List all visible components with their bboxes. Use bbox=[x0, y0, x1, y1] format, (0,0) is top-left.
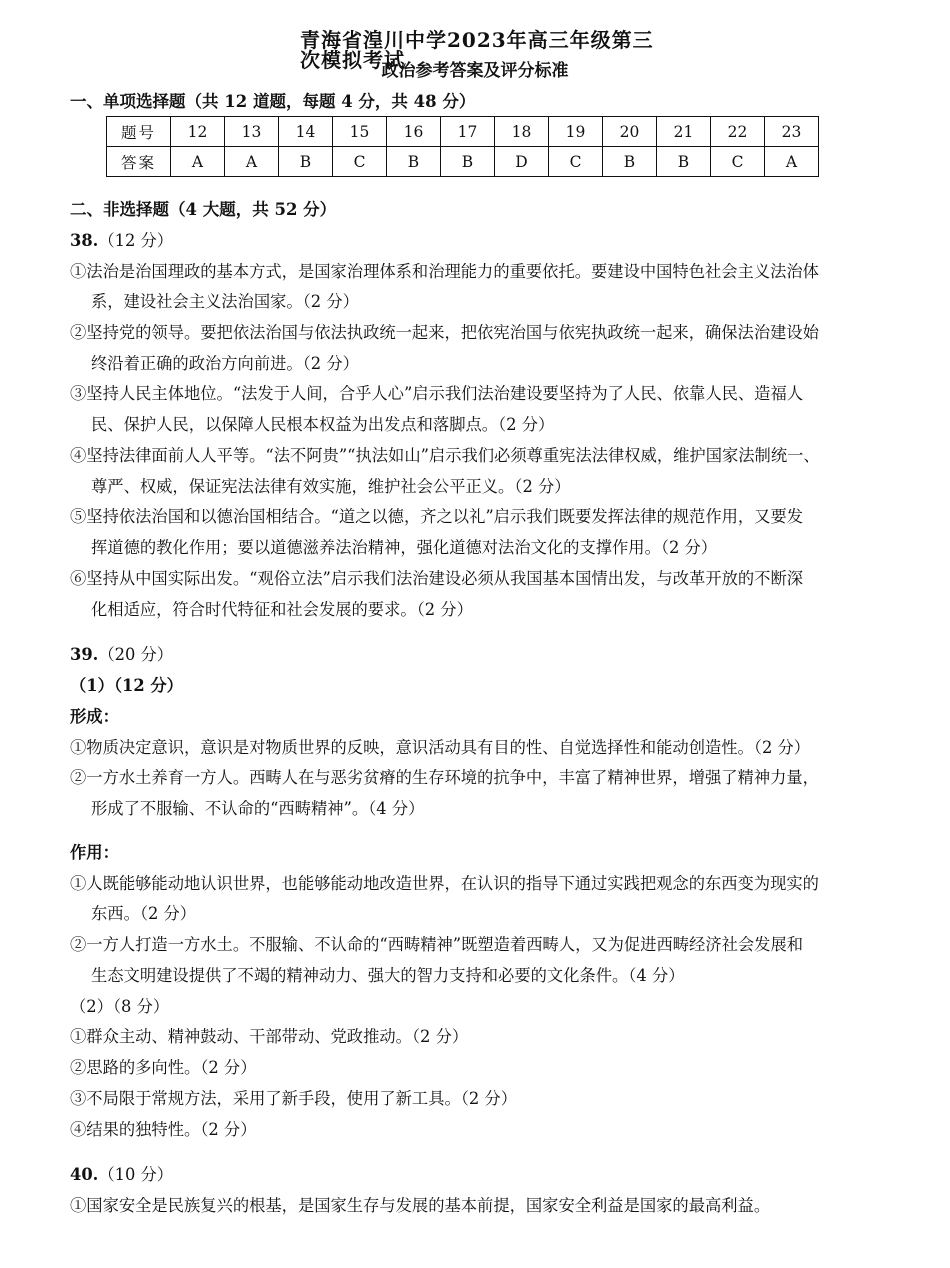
answer-cell: C bbox=[333, 147, 387, 177]
q39-formation-point-1: ①物质决定意识，意识是对物质世界的反映，意识活动具有目的性、自觉选择性和能动创造性。（2 分） bbox=[70, 738, 811, 757]
answer-cell: B bbox=[279, 147, 333, 177]
question-number: 22 bbox=[711, 117, 765, 147]
q38-point-4-line-2: 尊严、权威，保证宪法法律有效实施，维护社会公平正义。（2 分） bbox=[91, 477, 571, 496]
section1-heading: 一、单项选择题（共 12 道题，每题 4 分，共 48 分） bbox=[70, 92, 476, 111]
answer-cell: A bbox=[225, 147, 279, 177]
q38-header bbox=[70, 229, 173, 253]
q40-header bbox=[70, 1163, 173, 1187]
section2-heading: 二、非选择题（4 大题，共 52 分） bbox=[70, 200, 337, 219]
q39-effect-label: 作用： bbox=[70, 843, 119, 862]
answer-cell: C bbox=[549, 147, 603, 177]
question-number: 16 bbox=[387, 117, 441, 147]
answer-key-table bbox=[106, 116, 819, 177]
q38-point-2-line-1: ②坚持党的领导。要把依法治国与依法执政统一起来，把依宪治国与依宪执政统一起来，确保法治建设始 bbox=[70, 323, 819, 342]
answer-row bbox=[107, 147, 819, 177]
q39-sub2-point-1: ①群众主动、精神鼓动、干部带动、党政推动。（2 分） bbox=[70, 1027, 469, 1046]
answer-cell: B bbox=[603, 147, 657, 177]
question-number: 18 bbox=[495, 117, 549, 147]
q39-score: （20 分） bbox=[98, 645, 174, 664]
question-number: 20 bbox=[603, 117, 657, 147]
q39-sub2-point-2: ②思路的多向性。（2 分） bbox=[70, 1058, 257, 1077]
q38-point-3-line-1: ③坚持人民主体地位。“法发于人间，合乎人心”启示我们法治建设要坚持为了人民、依靠人民、造福人 bbox=[70, 384, 804, 403]
answer-cell: B bbox=[387, 147, 441, 177]
q38-point-1-line-2: 系，建设社会主义法治国家。（2 分） bbox=[91, 292, 359, 311]
q39-header bbox=[70, 643, 173, 667]
q39-effect-point-2-line-2: 生态文明建设提供了不竭的精神动力、强大的智力支持和必要的文化条件。（4 分） bbox=[91, 966, 685, 985]
q39-effect-point-1-line-2: 东西。（2 分） bbox=[91, 904, 197, 923]
q39-sub2-point-3: ③不局限于常规方法，采用了新手段，使用了新工具。（2 分） bbox=[70, 1089, 517, 1108]
question-number: 14 bbox=[279, 117, 333, 147]
q38-point-1-line-1: ①法治是治国理政的基本方式，是国家治理体系和治理能力的重要依托。要建设中国特色社会主义法治体 bbox=[70, 262, 819, 281]
q39-number: 39. bbox=[70, 645, 99, 664]
question-number: 17 bbox=[441, 117, 495, 147]
answer-cell: C bbox=[711, 147, 765, 177]
q38-point-6-line-2: 化相适应，符合时代特征和社会发展的要求。（2 分） bbox=[91, 600, 473, 619]
question-number: 19 bbox=[549, 117, 603, 147]
question-number: 21 bbox=[657, 117, 711, 147]
q38-point-6-line-1: ⑥坚持从中国实际出发。“观俗立法”启示我们法治建设必须从我国基本国情出发，与改革开放的不断深 bbox=[70, 569, 804, 588]
q38-score: （12 分） bbox=[98, 231, 174, 250]
q38-point-4-line-1: ④坚持法律面前人人平等。“法不阿贵”“执法如山”启示我们必须尊重宪法法律权威，维护国家法制统一、 bbox=[70, 446, 820, 465]
q40-number: 40. bbox=[70, 1165, 99, 1184]
question-number: 23 bbox=[765, 117, 819, 147]
q39-sub2-header: （2）（8 分） bbox=[70, 997, 170, 1016]
q40-score: （10 分） bbox=[98, 1165, 174, 1184]
q40-point-1: ①国家安全是民族复兴的根基，是国家生存与发展的基本前提，国家安全利益是国家的最高利益。 bbox=[70, 1196, 771, 1215]
q38-point-5-line-2: 挥道德的教化作用；要以道德滋养法治精神，强化道德对法治文化的支撑作用。（2 分） bbox=[91, 538, 718, 557]
q38-point-5-line-1: ⑤坚持依法治国和以德治国相结合。“道之以德，齐之以礼”启示我们既要发挥法律的规范作用，又要发 bbox=[70, 507, 804, 526]
document-title: 政治参考答案及评分标准 bbox=[381, 61, 569, 81]
q39-sub1-header: （1）（12 分） bbox=[70, 676, 183, 695]
question-number: 13 bbox=[225, 117, 279, 147]
q38-number: 38. bbox=[70, 231, 99, 250]
question-number: 12 bbox=[171, 117, 225, 147]
q39-effect-point-1-line-1: ①人既能够能动地认识世界，也能够能动地改造世界，在认识的指导下通过实践把观念的东西变为现实的 bbox=[70, 874, 819, 893]
question-number-row bbox=[107, 117, 819, 147]
answer-cell: A bbox=[171, 147, 225, 177]
row-label-question: 题号 bbox=[107, 117, 171, 147]
row-label-answer: 答案 bbox=[107, 147, 171, 177]
answer-cell: A bbox=[765, 147, 819, 177]
answer-cell: B bbox=[441, 147, 495, 177]
answer-cell: B bbox=[657, 147, 711, 177]
q39-formation-point-2-line-2: 形成了不服输、不认命的“西畴精神”。（4 分） bbox=[91, 799, 425, 818]
q39-formation-label: 形成： bbox=[70, 707, 119, 726]
cropped-header-text: 青海省湟川中学2023年高三年级第三次模拟考试 bbox=[300, 28, 654, 72]
q39-effect-point-2-line-1: ②一方人打造一方水土。不服输、不认命的“西畴精神”既塑造着西畴人，又为促进西畴经济社会发展和 bbox=[70, 935, 804, 954]
answer-cell: D bbox=[495, 147, 549, 177]
question-number: 15 bbox=[333, 117, 387, 147]
q38-point-3-line-2: 民、保护人民，以保障人民根本权益为出发点和落脚点。（2 分） bbox=[91, 415, 555, 434]
q39-sub2-point-4: ④结果的独特性。（2 分） bbox=[70, 1120, 257, 1139]
q39-formation-point-2-line-1: ②一方水土养育一方人。西畴人在与恶劣贫瘠的生存环境的抗争中，丰富了精神世界，增强了精神力量， bbox=[70, 768, 819, 787]
q38-point-2-line-2: 终沿着正确的政治方向前进。（2 分） bbox=[91, 354, 359, 373]
